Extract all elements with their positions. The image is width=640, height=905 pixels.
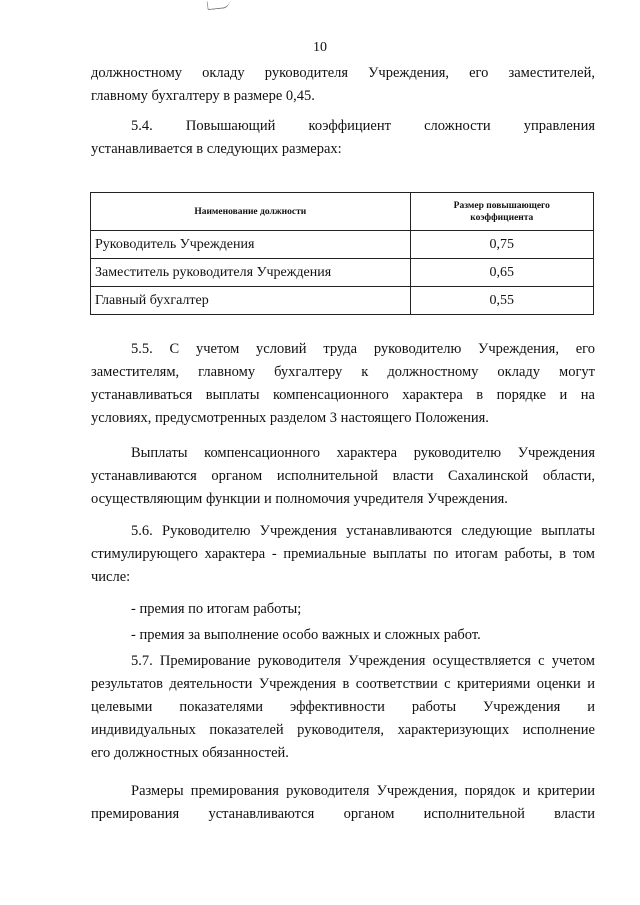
text-line: числе: (91, 569, 131, 585)
bullet-item (91, 598, 595, 621)
text-line: 5.6. Руководителю Учреждения устанавливаются следующие выплаты (131, 523, 595, 539)
text-line: главному бухгалтеру в размере 0,45. (91, 88, 315, 104)
column-header-coefficient-line: коэффициента (470, 212, 534, 223)
column-header-coefficient (410, 193, 593, 231)
coefficient-table (90, 192, 594, 315)
text-line: стимулирующего характера - премиальные выплаты по итогам работы, в том (91, 546, 595, 562)
text-line: устанавливаться выплаты компенсационного характера в порядке и на (91, 387, 595, 403)
text-line: устанавливается в следующих размерах: (91, 141, 342, 157)
table-row (91, 231, 594, 259)
text-line: должностному окладу руководителя Учреждения, его заместителей, (91, 65, 595, 81)
table-row (91, 287, 594, 315)
paragraph-5-5 (91, 338, 595, 430)
text-line: премирования устанавливаются органом исполнительной власти (91, 806, 595, 822)
text-line: целевыми показателями эффективности работы Учреждения и (91, 699, 595, 715)
text-line: 5.4. Повышающий коэффициент сложности управления (131, 118, 595, 134)
text-line: условиях, предусмотренных разделом 3 настоящего Положения. (91, 410, 489, 426)
column-header-position: Наименование должности (91, 193, 411, 231)
text-line: - премия за выполнение особо важных и сложных работ. (131, 627, 481, 643)
table-header-row (91, 193, 594, 231)
paragraph-continuation (91, 62, 595, 108)
cell-position: Руководитель Учреждения (91, 231, 411, 259)
table-row (91, 259, 594, 287)
text-line: результатов деятельности Учреждения в соответствии с критериями оценки и (91, 676, 595, 692)
paragraph-5-7 (91, 650, 595, 765)
cell-coefficient: 0,75 (410, 231, 593, 259)
text-line: Выплаты компенсационного характера руководителю Учреждения (131, 445, 595, 461)
cell-coefficient: 0,55 (410, 287, 593, 315)
column-header-coefficient-line: Размер повышающего (453, 200, 550, 211)
text-line: заместителям, главному бухгалтеру к должностному окладу могут (91, 364, 595, 380)
cell-position: Заместитель руководителя Учреждения (91, 259, 411, 287)
cell-position: Главный бухгалтер (91, 287, 411, 315)
paragraph-5-6 (91, 520, 595, 589)
text-line: - премия по итогам работы; (131, 601, 302, 617)
paragraph-5-4 (91, 115, 595, 161)
page-number: 10 (313, 40, 327, 55)
text-line: индивидуальных показателей руководителя, характеризующих исполнение (91, 722, 595, 738)
text-line: Размеры премирования руководителя Учреждения, порядок и критерии (131, 783, 595, 799)
text-line: осуществляющим функции и полномочия учредителя Учреждения. (91, 491, 508, 507)
paragraph-premium-amounts (91, 780, 595, 826)
text-line: 5.5. С учетом условий труда руководителю Учреждения, его (131, 341, 595, 357)
text-line: устанавливаются органом исполнительной власти Сахалинской области, (91, 468, 595, 484)
scan-artifact-mark (207, 0, 231, 10)
text-line: 5.7. Премирование руководителя Учреждения осуществляется с учетом (131, 653, 595, 669)
cell-coefficient: 0,65 (410, 259, 593, 287)
bullet-item (91, 624, 595, 647)
paragraph-compensation (91, 442, 595, 511)
text-line: его должностных обязанностей. (91, 745, 289, 761)
